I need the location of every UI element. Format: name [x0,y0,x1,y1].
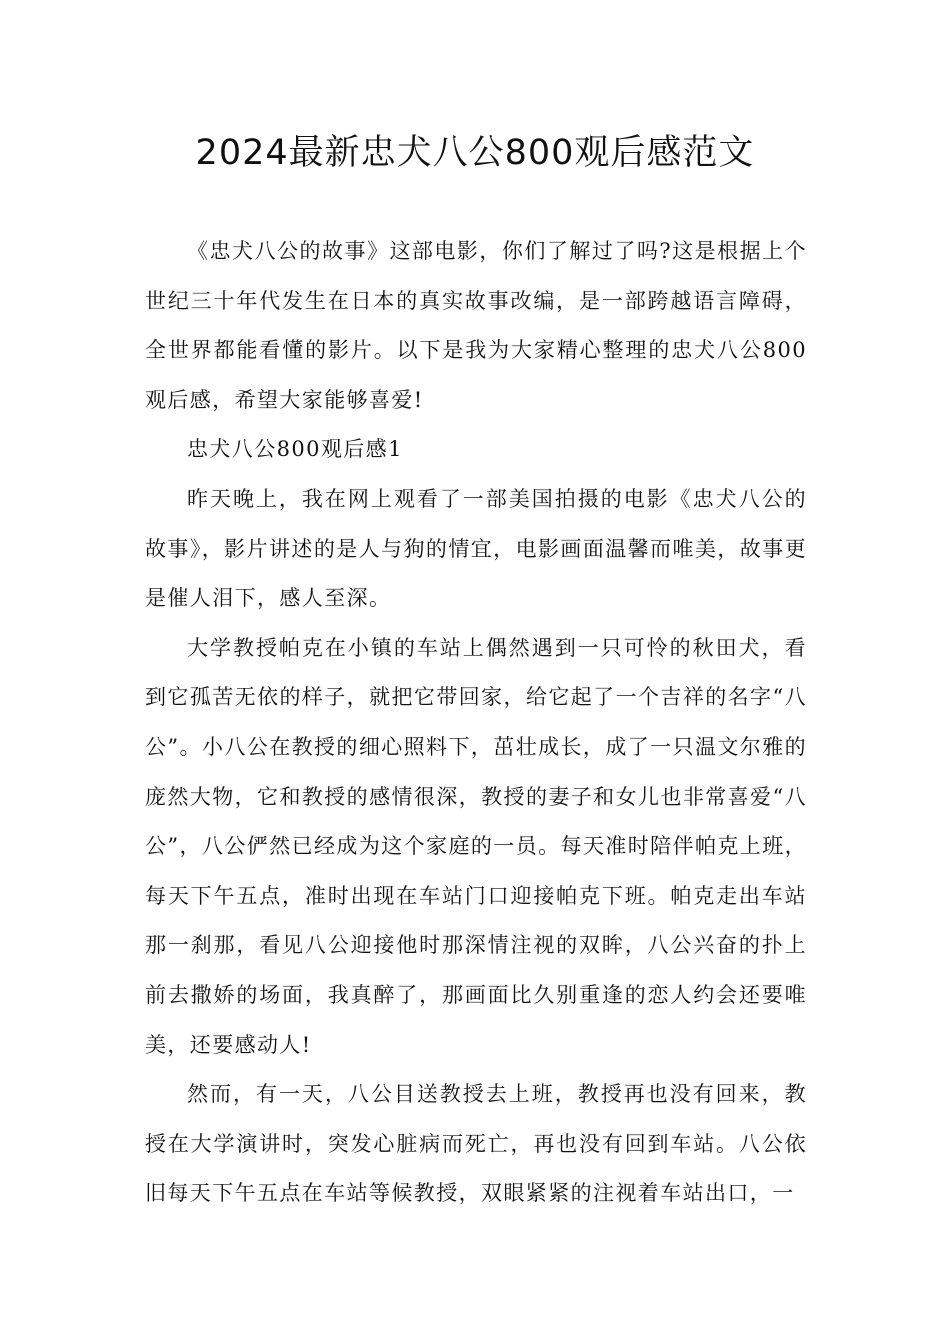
document-title: 2024最新忠犬八公800观后感范文 [195,133,755,173]
section-heading: 忠犬八公800观后感1 [187,437,403,462]
document-body [145,227,807,1219]
body-paragraph: 昨天晚上，我在网上观看了一部美国拍摄的电影《忠犬八公的故事》，影片讲述的是人与狗的情宜，电影画面温馨而唯美，故事更是催人泪下，感人至深。 [145,486,807,611]
body-paragraph: 然而，有一天，八公目送教授去上班，教授再也没有回来，教授在大学演讲时，突发心脏病而死亡，再也没有回到车站。八公依旧每天下午五点在车站等候教授，双眼紧紧的注视着车站出口，一 [145,1082,807,1206]
intro-paragraph: 《忠犬八公的故事》这部电影，你们了解过了吗?这是根据上个世纪三十年代发生在日本的真实故事改编，是一部跨越语言障碍，全世界都能看懂的影片。以下是我为大家精心整理的忠犬八公800观后感，希望大家能够喜爱! [145,239,807,412]
body-paragraph: 大学教授帕克在小镇的车站上偶然遇到一只可怜的秋田犬，看到它孤苦无依的样子，就把它带回家，给它起了一个吉祥的名字“八公”。小八公在教授的细心照料下，茁壮成长，成了一只温文尔雅的庞然大物，它和教授的感情很深，教授的妻子和女儿也非常喜爱“八公”，八公俨然已经成为这个家庭的一员。每天准时陪伴帕克上班，每天下午五点，准时出现在车站门口迎接帕克下班。帕克走出车站那一刹那，看见八公迎接他时那深情注视的双眸，八公兴奋的扑上前去撒娇的场面，我真醉了，那画面比久别重逢的恋人约会还要唯美，还要感动人! [145,635,807,1057]
